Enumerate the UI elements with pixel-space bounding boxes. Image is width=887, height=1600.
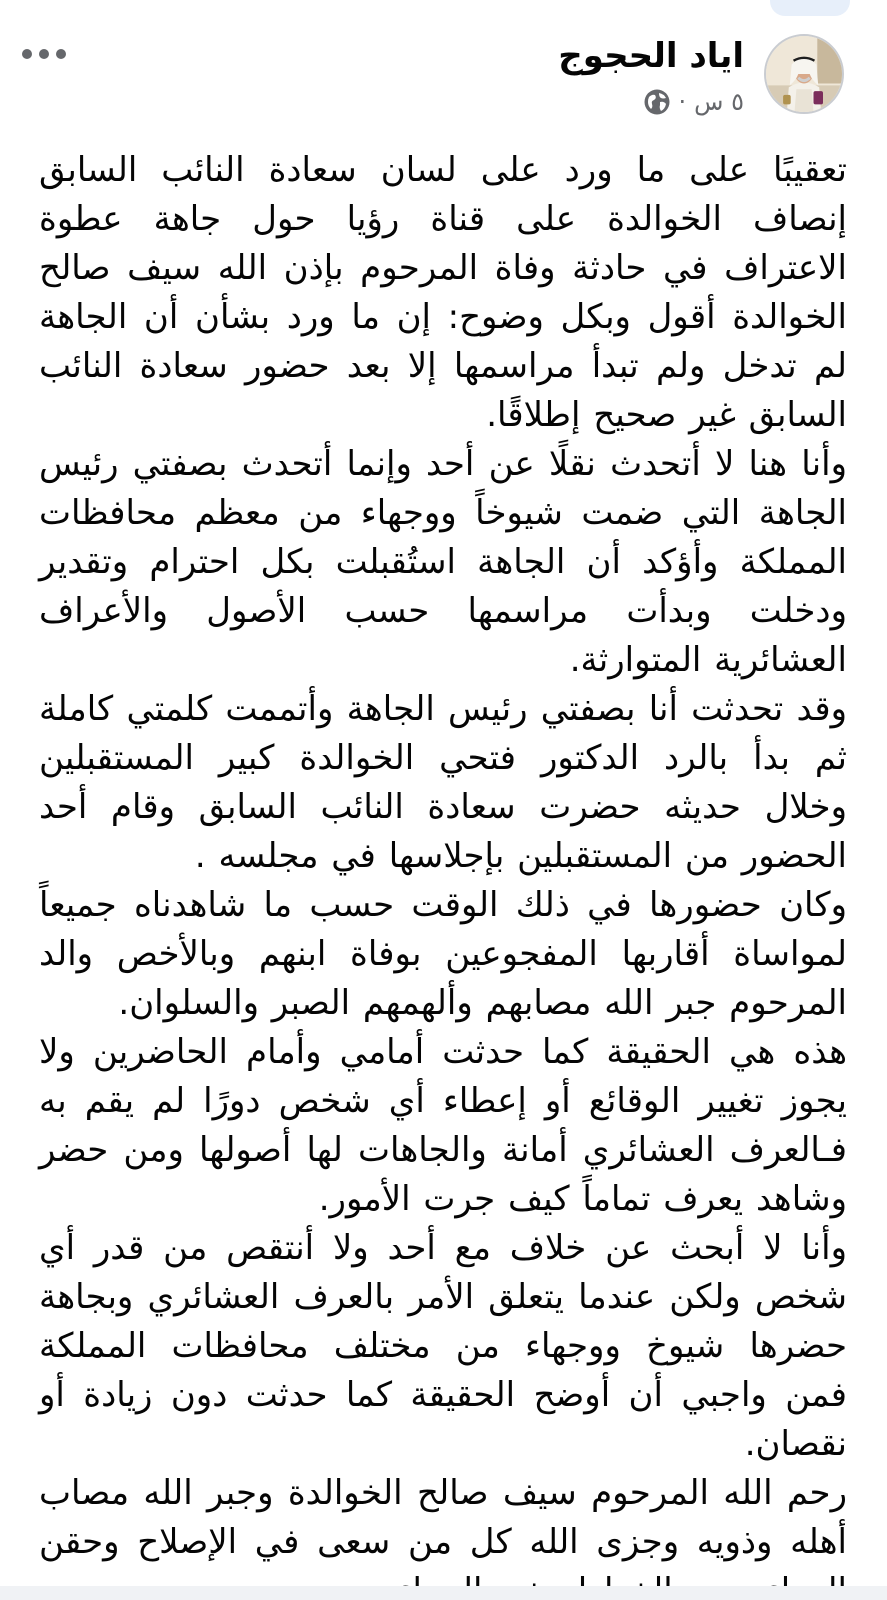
post-paragraph: تعقيبًا على ما ورد على لسان سعادة النائب السابق إنصاف الخوالدة على قناة رؤيا حول جاهة عطوة الاعتراف في حادثة وفاة المرحوم بإذن الله سيف صالح الخوالدة أقول وبكل وضوح: إن ما ورد بشأن أن الجاهة لم تدخل ولم تبدأ مراسمها إلا بعد حضور سعادة النائب السابق غير صحيح إطلاقًا. [39,150,847,435]
more-horizontal-icon [39,49,49,59]
post-paragraph: هذه هي الحقيقة كما حدثت أمامي وأمام الحاضرين ولا يجوز تغيير الوقائع أو إعطاء أي شخص دورًا لم يقم به فـالعرف العشائري أمانة والجاهات لها أصولها ومن حضر وشاهد يعرف تماماً كيف جرت الأمور. [39,1032,847,1219]
more-horizontal-icon [56,49,66,59]
avatar-image [766,36,842,112]
top-partial-pill [770,0,850,16]
bottom-divider [0,1586,887,1600]
post-paragraph: رحم الله المرحوم سيف صالح الخوالدة وجبر الله مصاب أهله وذويه وجزى الله كل من سعى في الإصلاح وحقن [39,1473,847,1562]
post-paragraph: وكان حضورها في ذلك الوقت حسب ما شاهدناه جميعاً لمواساة أقاربها المفجوعين بوفاة ابنهم وبالأخص والد المرحوم جبر الله مصابهم وألهمهم الصبر والسلوان. [39,885,847,1023]
author-avatar[interactable] [764,34,844,114]
globe-icon[interactable] [643,88,671,116]
more-options-button[interactable] [22,44,66,64]
author-name[interactable]: اياد الحجوج [558,36,744,76]
post-paragraph: وأنا لا أبحث عن خلاف مع أحد ولا أنتقص من قدر أي شخص ولكن عندما يتعلق الأمر بالعرف العشائري وبجاهة حضرها شيوخ ووجهاء من مختلف محافظات المملكة فمن واجبي أن أوضح الحقيقة كما حدثت دون زيادة أو نقصان. [39,1228,847,1464]
meta-separator: · [678,88,687,116]
post-time[interactable]: ٥ س [694,88,744,116]
post-meta [643,86,744,118]
post-paragraph: وقد تحدثت أنا بصفتي رئيس الجاهة وأتممت كلمتي كاملة ثم بدأ بالرد الدكتور فتحي الخوالدة كبير المستقبلين وخلال حديثه حضرت سعادة النائب السابق وقام أحد الحضور من المستقبلين بإجلاسها في مجلسه . [39,689,847,876]
post-paragraph: وأنا هنا لا أتحدث نقلًا عن أحد وإنما أتحدث بصفتي رئيس الجاهة التي ضمت شيوخاً ووجهاء من معظم محافظات المملكة وأؤكد أن الجاهة استُقبلت بكل احترام وتقدير ودخلت وبدأت مراسمها حسب الأصول والأعراف العشائرية المتوارثة. [39,444,847,680]
more-horizontal-icon [22,49,32,59]
post-text [39,146,847,1600]
